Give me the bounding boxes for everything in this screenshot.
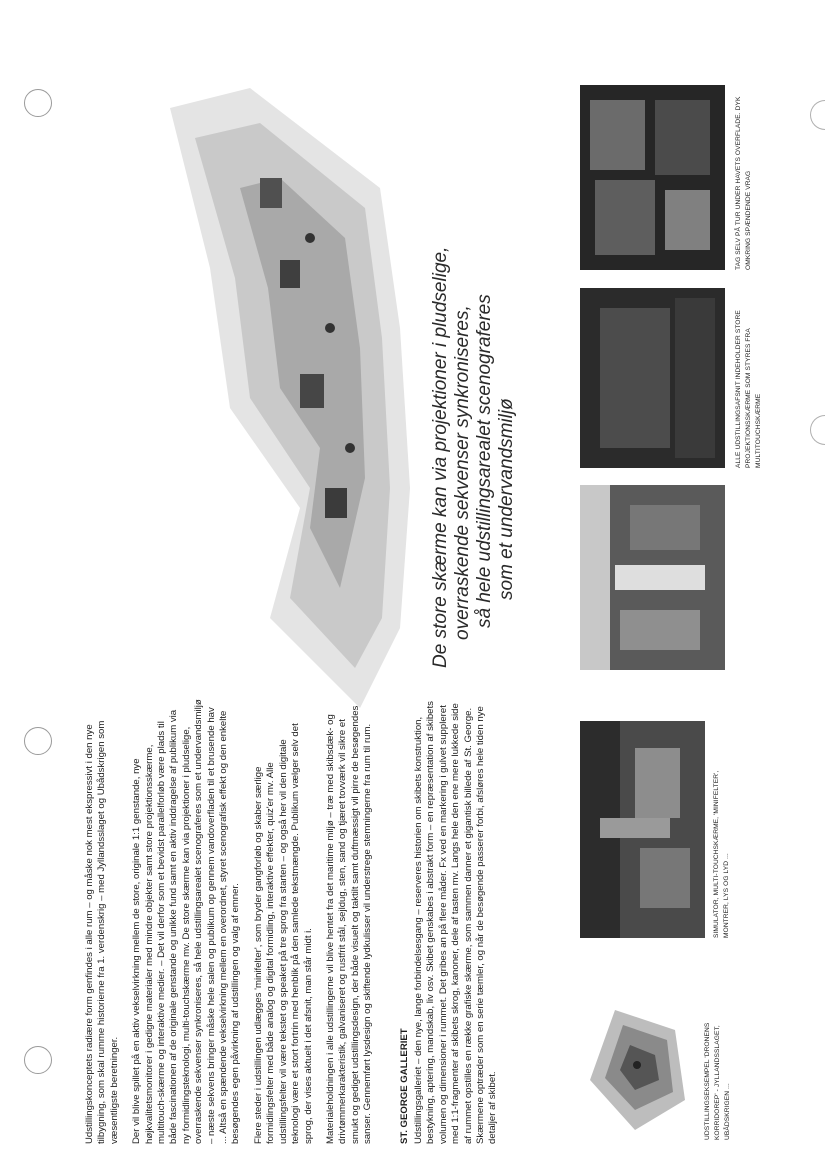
pull-quote: [430, 228, 518, 668]
exhibition-model-image: [575, 997, 695, 1140]
caption-2: SIMULATOR, MULTI-TOUCHSKÆRME, 'MINIFELTER', MONTRER, LYS OG LYD ...: [713, 770, 730, 938]
caption-4: TAG SELV PÅ TUR UNDER HAVETS OVERFLADE. DYK OMKRING SPÆNDENDE VRAG: [735, 96, 752, 270]
photo-gallery-visitors: [580, 485, 725, 670]
quote-line-3: så hele udstillingsarealet scenograferes: [474, 294, 495, 628]
quote-line-1: De store skærme kan via projektioner i pludselige,: [430, 246, 451, 668]
quote-line-2: overraskende sekvenser synkroniseres,: [452, 305, 473, 640]
quote-line-4: som et undervandsmiljø: [496, 398, 517, 600]
body-text-column: [84, 699, 510, 1144]
paragraph-3: Flere steder i udstillingen udlægges 'minifelter', som bryder gangforløb og skaber særlige formidlingsfelter med både analog og digital formidling, interaktive effekter, quiz'er mv. Alle udstillingsfelter vil være tekstet og speaket på tre sprog fra starten – og også her vil den digitale teknologi være et stort fortrin med henblik på den samlede tekstmængde. Publikum vælger selv det sprog, der vises aktuelt i det afsnit, man står midt i.: [252, 723, 314, 1144]
intro-paragraph: Udstillingskonceptets radiære form genfindes i alle rum – og måske nok mest ekspressivt i den nye tilbygning, som skal rumme historierne fra 1. verdenskrig – med Jyllandsslaget og Ubådskrigen som væsentligste beretninger.: [84, 720, 120, 1144]
section-heading: ST. GEORGE GALLERIET: [398, 1028, 410, 1144]
exhibition-render: [150, 68, 440, 708]
caption-1: UDSTILLINGSEKSEMPEL 'DRONENS KORRIDOREP' - JYLLANDSSLAGET, UBÅDSKRIGEN ...: [704, 1022, 731, 1140]
photo-projection-screens: [580, 288, 725, 468]
paragraph-4: Materialeholdningen i alle udstillingerne vil blive hentet fra det maritime miljø – træ med skibsdæk- og drivtømmerkarakteristik, galvaniseret og rustfrit stål, sejldug, sten, sand og tjæret tovværk vil sikre et smukt og gediget udstillingsdesign, der både visuelt og taktilt samt duftmæssigt vil pirre de besøgendes sanser. Gennemført lysdesign og skiftende lydkulisser vil understrege stemningerne fra rum til rum.: [324, 705, 374, 1144]
photo-underwater: [580, 85, 725, 270]
photo-simulator: [580, 721, 705, 938]
photo-exhibition-overview: [575, 997, 695, 1140]
caption-3: ALLE UDSTILLINGSAFSNIT INDEHOLDER STORE PROJEKTIONSSKÆRME SOM STYRES FRA MULTITOUCHSKÆRME: [735, 310, 762, 468]
paragraph-2: Der vil blive spillet på en aktiv vekselvirkning mellem de store, originale 1:1 genstande, nye højkvalitetsmonitorer i gedigne materialer med mindre objekter samt store projektionsskærme, multitouch-skærme og interaktive medier. – Det vil derfor som et bevidst parallelforløb være plads til både fascinationen af de originale genstande og unikke fund samt en aktiv inddragelse af publikum via ny formidlingsteknologi, multi-touchskærme mv. De store skærme kan via projektioner i pludselige, overraskende sekvenser synkroniseres, så hele udstillingsarealet scenograferes som et undervandsmiljø – næste sekvens bringer måske hele salen og publikum op gennem vandoverfladen til et brusende hav ... Altså en spændende vekselvirkning mellem en overordnet, styret scenografisk effekt og den enkelte besøgendes egen påvirkning af udstillingen og valg af emner.: [131, 699, 242, 1144]
paragraph-5: Udstillingsgalleriet – den nye, lange forbindelsesgang – reserveres historien om skibets konstruktion, bestykning, aptering, mandskab, liv osv. Skibet genskabes i abstrakt form – en repræsentation af skibets volumen og dimensioner i rummet. Det gribes an på flere måder. Fx ved en markering i gulvet suppleret med 1:1-fragmenter af skibets skrog, kanoner, dele af tasten mv. Langs hele den ene mere lukkede side af rummet opstilles en række grafiske skærme, som sammen danner et gigantisk billede af St. George. Skærmene optræder som en serie tæmler, og når de besøgende passerer forbi, afsløres hele tiden nye detaljer af skibet.: [412, 701, 499, 1144]
